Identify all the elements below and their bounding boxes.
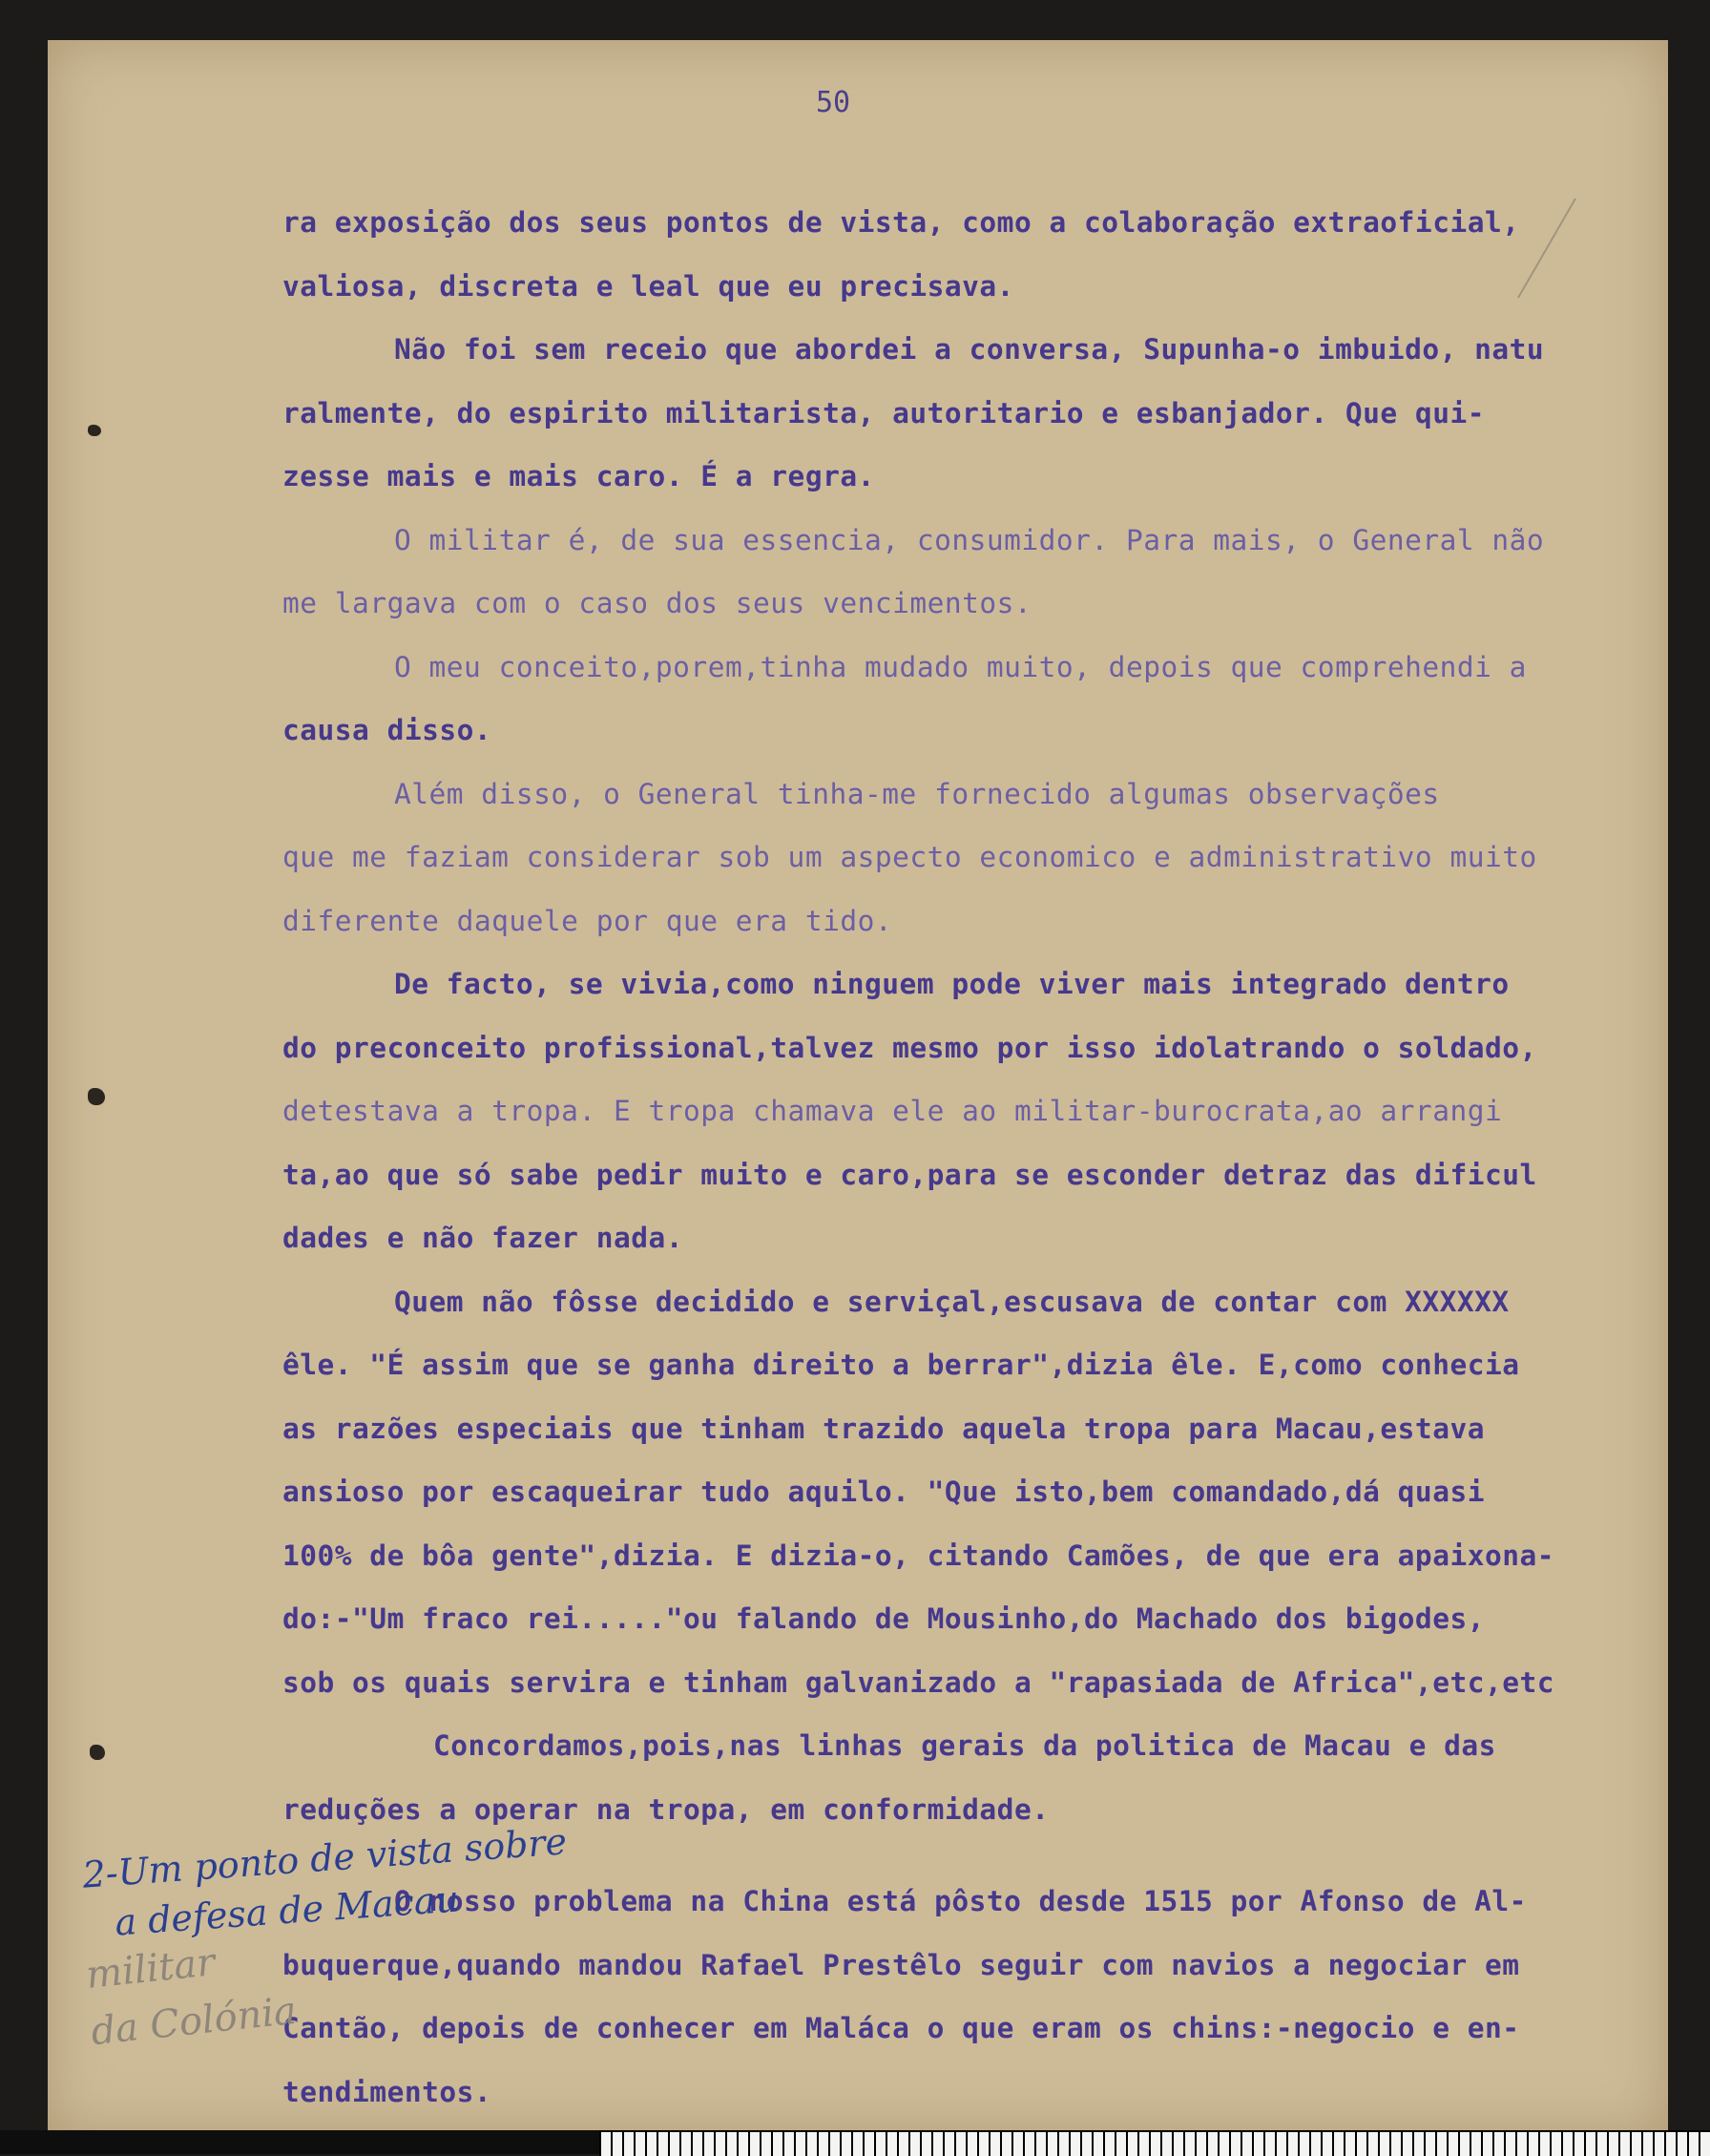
text-line: ra exposição dos seus pontos de vista, como a colaboração extraoficial, bbox=[282, 206, 1520, 239]
text-line: O nosso problema na China está pôsto desde 1515 por Afonso de Al- bbox=[394, 1885, 1527, 1917]
text-line: Cantão, depois de conhecer em Maláca o que eram os chins:-negocio e en- bbox=[282, 2012, 1520, 2044]
text-line: valiosa, discreta e leal que eu precisava. bbox=[282, 269, 1014, 303]
margin-note-blue: 2-Um ponto de vista sobre bbox=[81, 1820, 569, 1896]
text-line: Concordamos,pois,nas linhas gerais da politica de Macau e das bbox=[433, 1729, 1496, 1762]
text-line: causa disso. bbox=[282, 714, 492, 746]
text-line: buquerque,quando mandou Rafael Prestêlo seguir com navios a negociar em bbox=[282, 1948, 1520, 1981]
text-line: O militar é, de sua essencia, consumidor. Para mais, o General não bbox=[394, 523, 1545, 556]
text-line: detestava a tropa. E tropa chamava ele ao militar-burocrata,ao arrangi bbox=[282, 1095, 1503, 1127]
text-line: Além disso, o General tinha-me fornecido algumas observações bbox=[394, 777, 1440, 810]
text-line: Não foi sem receio que abordei a conversa, Supunha-o imbuido, natu bbox=[394, 333, 1545, 366]
paper-speck bbox=[88, 425, 101, 436]
text-line: 100% de bôa gente",dizia. E dizia-o, citando Camões, de que era apaixona- bbox=[282, 1539, 1555, 1572]
scale-bar-dark bbox=[0, 2130, 599, 2154]
text-line: ta,ao que só sabe pedir muito e caro,para se esconder detraz das dificul bbox=[282, 1158, 1537, 1191]
text-line: as razões especiais que tinham trazido aquela tropa para Macau,estava bbox=[282, 1412, 1485, 1445]
text-line: sob os quais servira e tinham galvanizado a "rapasiada de Africa",etc,etc bbox=[282, 1665, 1555, 1699]
margin-note-pencil: da Colónia bbox=[89, 1988, 299, 2055]
text-line: ralmente, do espirito militarista, autoritario e esbanjador. Que qui- bbox=[282, 396, 1485, 429]
paper-speck bbox=[88, 1088, 105, 1105]
paper-speck bbox=[90, 1745, 105, 1760]
text-line: do preconceito profissional,talvez mesmo por isso idolatrando o soldado, bbox=[282, 1031, 1537, 1064]
text-line: êle. "É assim que se ganha direito a berrar",dizia êle. E,como conhecia bbox=[282, 1349, 1520, 1381]
text-line: diferente daquele por que era tido. bbox=[282, 904, 893, 937]
text-line: dades e não fazer nada. bbox=[282, 1222, 683, 1254]
margin-note-blue: a defesa de Macau bbox=[113, 1877, 461, 1944]
text-line: do:-"Um fraco rei....."ou falando de Mousinho,do Machado dos bigodes, bbox=[282, 1602, 1485, 1635]
text-line: ansioso por escaqueirar tudo aquilo. "Que isto,bem comandado,dá quasi bbox=[282, 1476, 1485, 1508]
text-line: que me faziam considerar sob um aspecto economico e administrativo muito bbox=[282, 841, 1537, 873]
scale-ruler bbox=[599, 2130, 1710, 2156]
text-line: reduções a operar na tropa, em conformidade. bbox=[282, 1792, 1050, 1826]
text-line: zesse mais e mais caro. É a regra. bbox=[282, 460, 875, 492]
page-number: 50 bbox=[816, 86, 851, 119]
text-line: Quem não fôsse decidido e serviçal,escusava de contar com XXXXXX bbox=[394, 1285, 1510, 1318]
text-line: me largava com o caso dos seus vencimentos. bbox=[282, 587, 1032, 619]
text-line: De facto, se vivia,como ninguem pode viver mais integrado dentro bbox=[394, 968, 1510, 1000]
margin-note-pencil: militar bbox=[83, 1940, 218, 1998]
text-line: O meu conceito,porem,tinha mudado muito, depois que comprehendi a bbox=[394, 650, 1527, 683]
text-line: tendimentos. bbox=[282, 2075, 492, 2108]
